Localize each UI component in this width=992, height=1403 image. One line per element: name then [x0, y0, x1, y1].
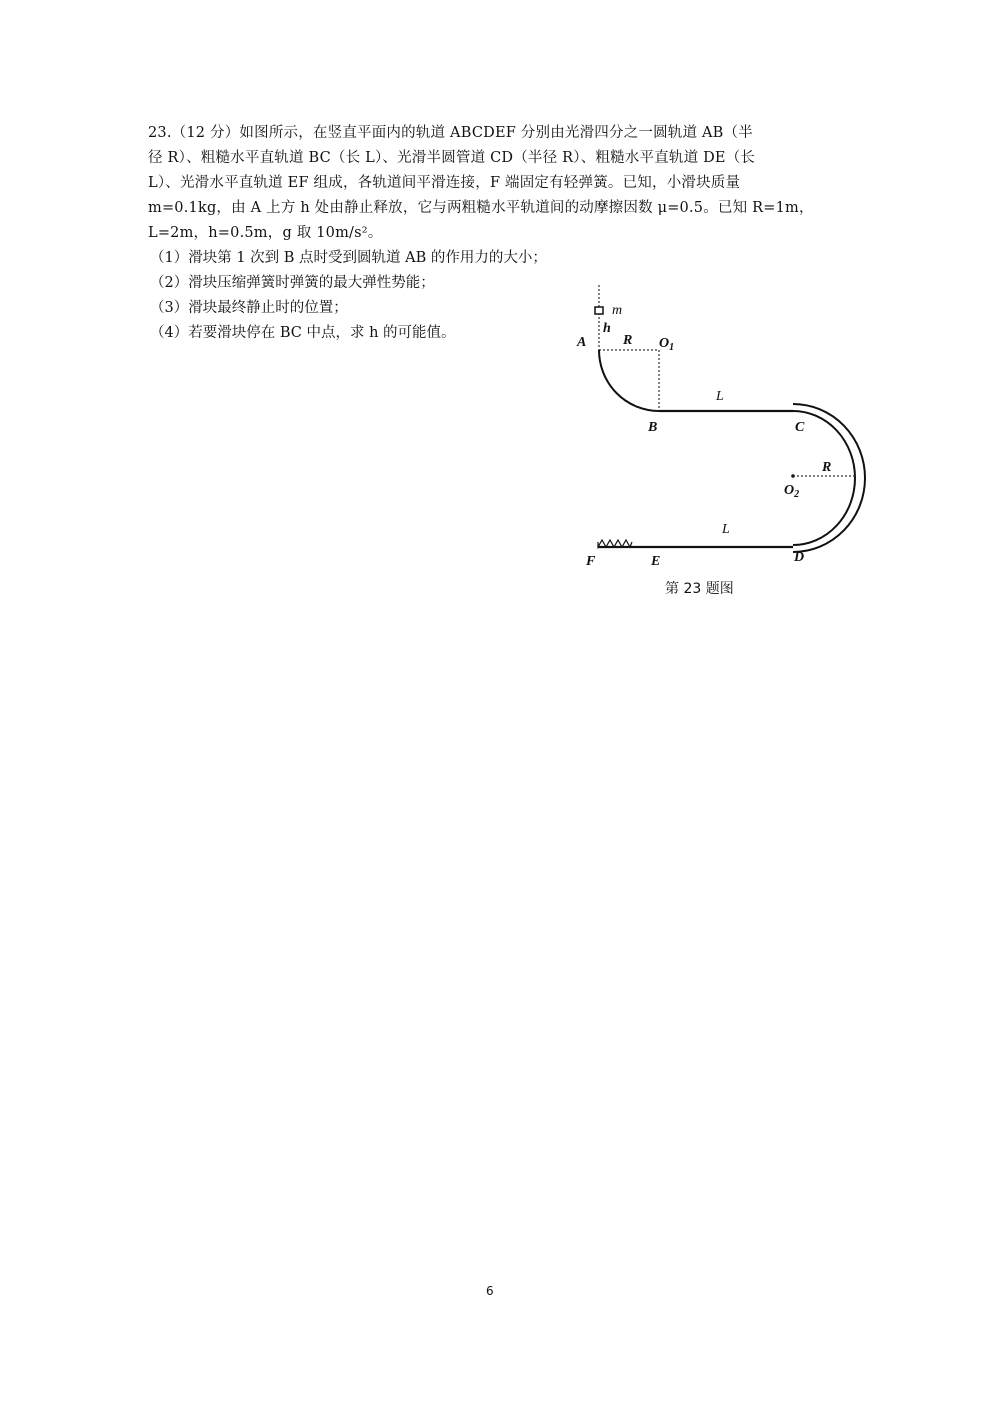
- label-h: h: [603, 321, 611, 336]
- label-o1: $O_1$: [659, 336, 675, 353]
- label-r-right: R: [822, 460, 832, 475]
- intro-line: 23.（12 分）如图所示，在竖直平面内的轨道 ABCDEF 分别由光滑四分之一圆轨道 AB（半: [148, 125, 753, 141]
- question-3: （3）滑块最终静止时的位置；: [150, 300, 348, 316]
- intro-line: m=0.1kg，由 A 上方 h 处由静止释放，它与两粗糙水平轨道间的动摩擦因数 μ=0.5。已知 R=1m，: [148, 200, 814, 216]
- question-1: （1）滑块第 1 次到 B 点时受到圆轨道 AB 的作用力的大小；: [150, 250, 547, 266]
- label-l-top: L: [716, 389, 724, 404]
- track-ab: [599, 350, 659, 411]
- label-o2: $O_2$: [784, 483, 800, 500]
- intro-line: 径 R）、粗糙水平直轨道 BC（长 L）、光滑半圆管道 CD（半径 R）、粗糙水平直轨道 DE（长: [148, 150, 756, 166]
- label-a: A: [577, 335, 587, 350]
- label-c: C: [795, 420, 805, 435]
- slider-block: [595, 307, 603, 314]
- track-diagram: [570, 280, 880, 580]
- label-r-top: R: [623, 333, 633, 348]
- figure-caption: 第 23 题图: [665, 581, 734, 597]
- page-number: 6: [486, 1284, 494, 1298]
- question-2: （2）滑块压缩弹簧时弹簧的最大弹性势能；: [150, 275, 435, 291]
- question-4: （4）若要滑块停在 BC 中点，求 h 的可能值。: [150, 325, 456, 341]
- intro-line: L=2m，h=0.5m，g 取 10m/s²。: [148, 225, 383, 241]
- label-m: m: [612, 303, 623, 318]
- label-b: B: [648, 420, 658, 435]
- track-figure: [570, 280, 880, 610]
- intro-line: L）、光滑水平直轨道 EF 组成，各轨道间平滑连接，F 端固定有轻弹簧。已知，小滑块质量: [148, 175, 741, 191]
- label-d: D: [794, 550, 805, 565]
- label-f: F: [586, 554, 596, 569]
- label-e: E: [651, 554, 661, 569]
- label-l-bottom: L: [722, 522, 730, 537]
